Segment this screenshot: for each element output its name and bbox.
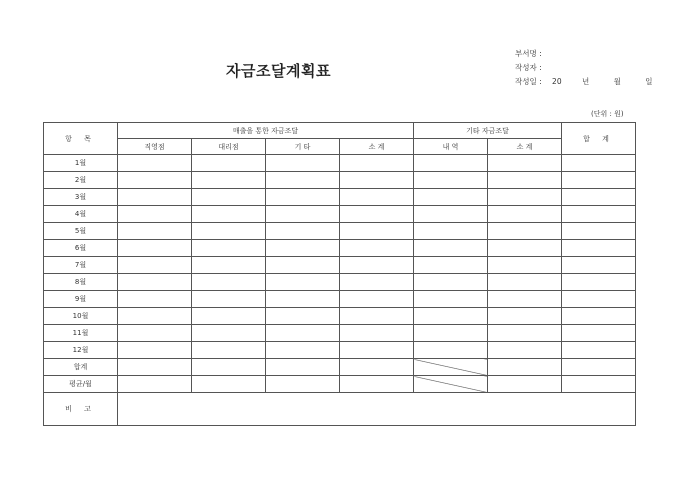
table-cell[interactable] [488, 342, 562, 359]
table-cell[interactable] [562, 274, 636, 291]
table-cell[interactable] [118, 257, 192, 274]
table-cell[interactable] [414, 342, 488, 359]
row-label: 1월 [44, 155, 118, 172]
table-cell[interactable] [192, 172, 266, 189]
date-label: 작성일 : [515, 77, 542, 86]
table-cell[interactable] [118, 342, 192, 359]
table-cell[interactable] [488, 223, 562, 240]
table-cell[interactable] [118, 206, 192, 223]
table-cell[interactable] [414, 274, 488, 291]
table-row [44, 155, 636, 172]
table-cell[interactable] [562, 291, 636, 308]
table-cell[interactable] [118, 223, 192, 240]
row-label: 12월 [44, 342, 118, 359]
table-cell[interactable] [266, 155, 340, 172]
table-cell[interactable] [488, 308, 562, 325]
table-cell[interactable] [266, 342, 340, 359]
table-cell[interactable] [414, 308, 488, 325]
table-cell[interactable] [488, 376, 562, 393]
header-detail: 내 역 [414, 139, 488, 155]
table-cell[interactable] [562, 189, 636, 206]
author-field [515, 62, 542, 73]
table-cell[interactable] [192, 325, 266, 342]
page-title: 자금조달계획표 [226, 62, 331, 80]
table-cell[interactable] [488, 240, 562, 257]
table-row [44, 257, 636, 274]
diagonal-cell [414, 359, 488, 376]
table-cell[interactable] [266, 223, 340, 240]
year-unit: 년 [581, 77, 590, 86]
table-cell[interactable] [414, 325, 488, 342]
header-other-subtotal: 소 계 [488, 139, 562, 155]
table-cell[interactable] [562, 376, 636, 393]
table-cell[interactable] [118, 274, 192, 291]
header-sales-subtotal: 소 계 [340, 139, 414, 155]
table-cell[interactable] [562, 325, 636, 342]
table-cell[interactable] [118, 189, 192, 206]
table-cell[interactable] [340, 189, 414, 206]
table-cell[interactable] [192, 308, 266, 325]
table-cell[interactable] [266, 359, 340, 376]
table-cell[interactable] [118, 240, 192, 257]
table-cell[interactable] [266, 308, 340, 325]
table-cell[interactable] [266, 376, 340, 393]
table-row [44, 240, 636, 257]
table-row [44, 189, 636, 206]
table-cell[interactable] [118, 172, 192, 189]
table-cell[interactable] [340, 376, 414, 393]
header-row-group [44, 123, 636, 139]
table-cell[interactable] [266, 274, 340, 291]
row-label: 합계 [44, 359, 118, 376]
header-etc: 기 타 [266, 139, 340, 155]
table-cell[interactable] [562, 223, 636, 240]
table-cell[interactable] [340, 291, 414, 308]
row-label: 평균/월 [44, 376, 118, 393]
table-cell[interactable] [192, 274, 266, 291]
table-cell[interactable] [192, 189, 266, 206]
row-label: 10월 [44, 308, 118, 325]
table-cell[interactable] [118, 325, 192, 342]
table-cell[interactable] [488, 359, 562, 376]
table-cell[interactable] [266, 240, 340, 257]
table-cell[interactable] [266, 206, 340, 223]
table-cell[interactable] [192, 376, 266, 393]
table-cell[interactable] [488, 274, 562, 291]
table-cell[interactable] [192, 342, 266, 359]
table-row-average [44, 376, 636, 393]
table-cell[interactable] [488, 172, 562, 189]
diagonal-cell [414, 376, 488, 393]
dept-label: 부서명 : [515, 49, 542, 58]
table-cell[interactable] [414, 223, 488, 240]
table-cell[interactable] [192, 291, 266, 308]
header-group-sales: 매출을 통한 자금조달 [118, 123, 414, 139]
table-row [44, 291, 636, 308]
table-cell[interactable] [562, 155, 636, 172]
table-row [44, 308, 636, 325]
table-cell[interactable] [266, 172, 340, 189]
table-cell[interactable] [340, 274, 414, 291]
table-cell[interactable] [266, 325, 340, 342]
row-label: 9월 [44, 291, 118, 308]
date-year-prefix: 20 [552, 77, 562, 86]
table-cell[interactable] [488, 257, 562, 274]
table-cell[interactable] [488, 189, 562, 206]
day-unit: 일 [645, 77, 653, 86]
table-cell[interactable] [340, 240, 414, 257]
table-row [44, 325, 636, 342]
table-cell[interactable] [340, 342, 414, 359]
month-unit: 월 [613, 77, 621, 86]
row-label: 4월 [44, 206, 118, 223]
table-cell[interactable] [414, 257, 488, 274]
table-cell[interactable] [414, 206, 488, 223]
header-group-other: 기타 자금조달 [414, 123, 562, 139]
table-row-total [44, 359, 636, 376]
table-cell[interactable] [488, 206, 562, 223]
table-cell[interactable] [562, 257, 636, 274]
table-cell[interactable] [192, 240, 266, 257]
table-cell[interactable] [118, 376, 192, 393]
row-label: 7월 [44, 257, 118, 274]
table-cell[interactable] [118, 155, 192, 172]
table-cell[interactable] [340, 308, 414, 325]
header-total: 합 계 [562, 123, 636, 155]
table-cell[interactable] [488, 325, 562, 342]
table-cell[interactable] [414, 189, 488, 206]
table-cell[interactable] [118, 359, 192, 376]
table-cell[interactable] [192, 359, 266, 376]
note-label: 비 고 [44, 393, 118, 426]
row-label: 8월 [44, 274, 118, 291]
note-cell[interactable] [118, 393, 636, 426]
table-cell[interactable] [118, 308, 192, 325]
table-cell[interactable] [192, 155, 266, 172]
note-row [44, 393, 636, 426]
header-direct-store: 직영점 [118, 139, 192, 155]
row-label: 3월 [44, 189, 118, 206]
table-cell[interactable] [266, 257, 340, 274]
row-label: 2월 [44, 172, 118, 189]
table-cell[interactable] [340, 206, 414, 223]
header-agency: 대리점 [192, 139, 266, 155]
header-row-sub [44, 139, 636, 155]
table-cell[interactable] [192, 206, 266, 223]
row-label: 6월 [44, 240, 118, 257]
table-cell[interactable] [340, 223, 414, 240]
table-cell[interactable] [118, 291, 192, 308]
table-cell[interactable] [266, 189, 340, 206]
header-item: 항 목 [44, 123, 118, 155]
table-cell[interactable] [414, 172, 488, 189]
table-row [44, 206, 636, 223]
table-cell[interactable] [414, 155, 488, 172]
table-cell[interactable] [488, 155, 562, 172]
table-cell[interactable] [562, 206, 636, 223]
table-cell[interactable] [266, 291, 340, 308]
table-cell[interactable] [562, 342, 636, 359]
table-row [44, 274, 636, 291]
table-cell[interactable] [192, 257, 266, 274]
table-cell[interactable] [340, 325, 414, 342]
table-cell[interactable] [340, 257, 414, 274]
row-label: 5월 [44, 223, 118, 240]
table-row [44, 223, 636, 240]
funding-plan-table [43, 122, 636, 426]
table-row [44, 342, 636, 359]
table-cell[interactable] [414, 291, 488, 308]
table-cell[interactable] [414, 240, 488, 257]
table-cell[interactable] [488, 291, 562, 308]
unit-note: (단위 : 원) [591, 110, 624, 118]
table-cell[interactable] [340, 359, 414, 376]
table-cell[interactable] [192, 223, 266, 240]
table-cell[interactable] [562, 359, 636, 376]
date-field [515, 76, 653, 87]
table-cell[interactable] [562, 240, 636, 257]
table-row [44, 172, 636, 189]
author-label: 작성자 : [515, 63, 542, 72]
table-cell[interactable] [340, 155, 414, 172]
dept-field [515, 48, 542, 59]
table-cell[interactable] [340, 172, 414, 189]
row-label: 11월 [44, 325, 118, 342]
table-cell[interactable] [562, 308, 636, 325]
table-cell[interactable] [562, 172, 636, 189]
